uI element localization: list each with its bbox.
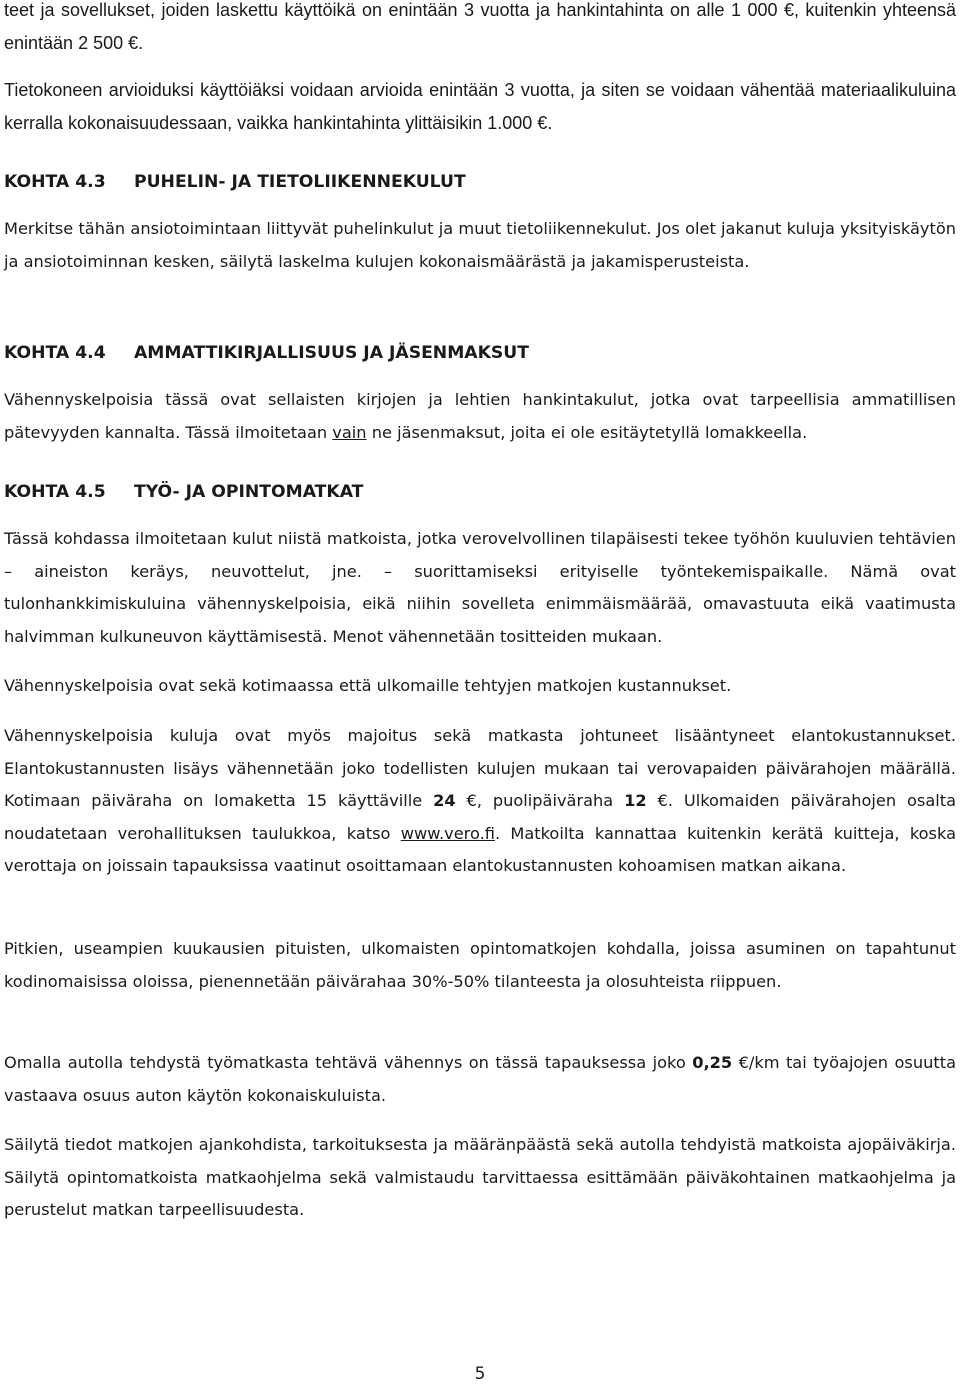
vero-link[interactable]: www.vero.fi xyxy=(400,823,495,843)
emphasis-underline: vain xyxy=(332,422,367,442)
section-heading-4-4 xyxy=(4,341,529,365)
km-rate-value: 0,25 xyxy=(692,1053,733,1072)
section-4-5-paragraph-5 xyxy=(4,1047,956,1112)
text-run: . Matkoilta kannattaa kuitenkin kerätä kuitteja, koska verottaja on joissain tapauksissa vaatinut osoittamaan elantokustannusten kohoamisen matkan aikana. xyxy=(4,823,956,875)
text-run: Omalla autolla tehdystä työmatkasta tehtävä vähennys on tässä tapauksessa joko xyxy=(4,1053,693,1072)
section-title: TYÖ- JA OPINTOMATKAT xyxy=(134,482,364,502)
daily-allowance-value: 24 xyxy=(433,791,456,810)
section-title: PUHELIN- JA TIETOLIIKENNEKULUT xyxy=(134,172,466,192)
section-4-5-paragraph-1: Tässä kohdassa ilmoitetaan kulut niistä matkoista, jotka verovelvollinen tilapäisesti tekee työhön kuuluvien tehtävien – aineiston keräys, neuvottelut, jne. – suorittamiseksi erityiselle työntekemispaikalle. Nämä ovat tulonhankkimiskuluina vähennyskelpoisia, eikä niihin sovelleta enimmäismäärää, omavastuuta eikä vaatimusta halvimman kulkuneuvon käyttämisestä. Menot vähennetään tositteiden mukaan. xyxy=(4,529,956,646)
section-4-5-paragraph-4: Pitkien, useampien kuukausien pituisten, ulkomaisten opintomatkojen kohdalla, joissa asuminen on tapahtunut kodinomaisissa oloissa, pienennetään päivärahaa 30%-50% tilanteesta ja olosuhteista riippuen. xyxy=(4,939,956,991)
section-heading-4-3 xyxy=(4,170,466,194)
section-title: AMMATTIKIRJALLISUUS JA JÄSENMAKSUT xyxy=(134,343,529,363)
section-4-3-paragraph: Merkitse tähän ansiotoimintaan liittyvät puhelinkulut ja muut tietoliikennekulut. Jos olet jakanut kuluja yksityiskäytön ja ansiotoiminnan kesken, säilytä laskelma kulujen kokonaismäärästä ja jakamisperusteista. xyxy=(4,219,956,271)
half-day-allowance-value: 12 xyxy=(624,791,647,810)
section-4-5-paragraph-6: Säilytä tiedot matkojen ajankohdista, tarkoituksesta ja määränpäästä sekä autolla tehdyistä matkoista ajopäiväkirja. Säilytä opintomatkoista matkaohjelma sekä valmistaudu tarvittaessa esittämään päiväkohtainen matkaohjelma ja perustelut matkan tarpeellisuudesta. xyxy=(4,1135,956,1219)
text-run: €/km tai työajojen osuutta vastaava osuus auton käytön kokonaiskuluista. xyxy=(4,1053,956,1105)
section-number: KOHTA 4.3 xyxy=(4,172,106,192)
text-run: €. Ulkomaiden päivärahojen osalta noudatetaan verohallituksen taulukkoa, katso xyxy=(4,791,956,843)
text-run: Vähennyskelpoisia tässä ovat sellaisten kirjojen ja lehtien hankintakulut, jotka ovat tarpeellisia ammatillisen pätevyyden kannalta. Tässä ilmoitetaan xyxy=(4,390,956,442)
intro-paragraph-1: teet ja sovellukset, joiden laskettu käyttöikä on enintään 3 vuotta ja hankintahinta on alle 1 000 €, kuitenkin yhteensä enintään 2 500 €. xyxy=(4,0,956,53)
section-number: KOHTA 4.4 xyxy=(4,343,106,363)
page-number: 5 xyxy=(474,1364,486,1384)
section-4-5-paragraph-2: Vähennyskelpoisia ovat sekä kotimaassa että ulkomaille tehtyjen matkojen kustannukset. xyxy=(4,676,732,695)
text-run: ne jäsenmaksut, joita ei ole esitäytetyllä lomakkeella. xyxy=(366,422,808,442)
intro-paragraph-2: Tietokoneen arvioiduksi käyttöiäksi voidaan arvioida enintään 3 vuotta, ja siten se voidaan vähentää materiaalikuluina kerralla kokonaisuudessaan, vaikka hankintahinta ylittäisikin 1.000 €. xyxy=(4,80,956,133)
section-number: KOHTA 4.5 xyxy=(4,482,106,502)
text-run: €, puolipäiväraha xyxy=(455,791,625,810)
section-4-4-paragraph xyxy=(4,384,956,449)
section-4-5-paragraph-3 xyxy=(4,720,956,883)
text-run: Vähennyskelpoisia kuluja ovat myös majoitus sekä matkasta johtuneet lisääntyneet elantokustannukset. Elantokustannusten lisäys vähennetään joko todellisten kulujen mukaan tai verovapaiden päivärahojen määrällä. Kotimaan päiväraha on lomaketta 15 käyttäville xyxy=(4,726,956,810)
section-heading-4-5 xyxy=(4,480,363,504)
